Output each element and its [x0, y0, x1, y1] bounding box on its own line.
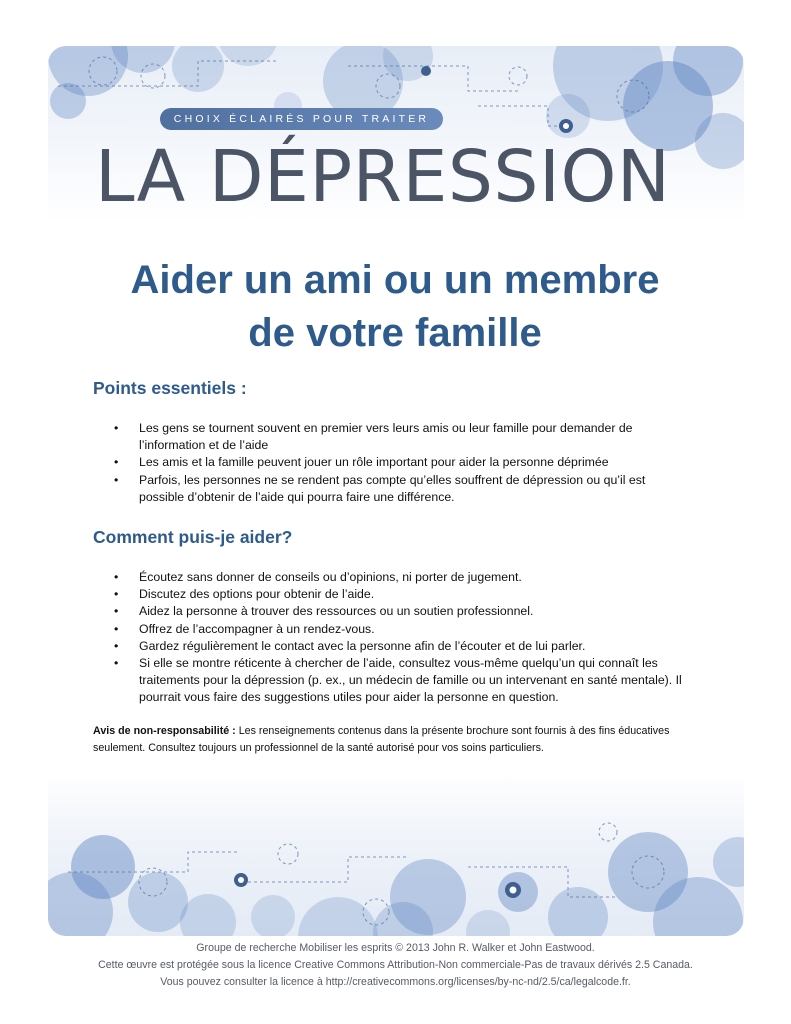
page-title-line: Aider un ami ou un membre	[130, 258, 660, 302]
list-item: • Les amis et la famille peuvent jouer un rôle important pour aider la personne déprimée	[114, 454, 690, 471]
disclaimer-text: Les renseignements contenus dans la présente brochure sont fournis à des fins éducatives seulement. Consultez toujours un professionnel de la santé autorisé pour vos soins particuliers.	[93, 725, 670, 754]
list-item: • Aidez la personne à trouver des ressources ou un soutien professionnel.	[114, 603, 690, 620]
bullet-list-points-essentiels	[114, 420, 690, 506]
brand-title: LA DÉPRESSION	[95, 135, 671, 218]
disclaimer	[93, 723, 693, 757]
list-item: • Parfois, les personnes ne se rendent pas compte qu’elles souffrent de dépression ou qu’il est possible d’obtenir de l’aide qui pourra faire une différence.	[114, 472, 690, 506]
disclaimer-label: Avis de non-responsabilité :	[93, 725, 236, 737]
list-item: • Les gens se tournent souvent en premier vers leurs amis ou leur famille pour demander de l’information et de l’aide	[114, 420, 690, 454]
header-banner	[48, 46, 744, 222]
credits-line: Groupe de recherche Mobiliser les esprits © 2013 John R. Walker et John Eastwood.	[196, 942, 595, 954]
section-heading-comment-aider: Comment puis-je aider?	[93, 527, 293, 547]
bullet-list-comment-aider	[114, 569, 690, 707]
bubble-decoration-bottom	[48, 772, 744, 936]
credits-line: Cette œuvre est protégée sous la licence Creative Commons Attribution-Non commerciale-Pas de travaux dérivés 2.5 Canada.	[98, 959, 693, 971]
page-title	[60, 254, 730, 360]
list-item: • Écoutez sans donner de conseils ou d’opinions, ni porter de jugement.	[114, 569, 690, 586]
section-heading-points-essentiels: Points essentiels :	[93, 378, 247, 398]
list-item: • Si elle se montre réticente à chercher de l’aide, consultez vous-même quelqu’un qui connaît les traitements pour la dépression (p. ex., un médecin de famille ou un intervenant en santé mentale). Il pourrait vous faire des suggestions utiles pour aider la personne en question.	[114, 655, 690, 707]
tagline: CHOIX ÉCLAIRÉS POUR TRAITER	[160, 108, 443, 130]
footer-credits	[60, 940, 731, 991]
list-item: • Gardez régulièrement le contact avec la personne afin de l’écouter et de lui parler.	[114, 638, 690, 655]
list-item: • Offrez de l’accompagner à un rendez-vous.	[114, 621, 690, 638]
footer-banner	[48, 772, 744, 936]
credits-line: Vous pouvez consulter la licence à http://creativecommons.org/licenses/by-nc-nd/2.5/ca/legalcode.fr.	[160, 976, 631, 988]
page-title-line: de votre famille	[248, 311, 542, 355]
list-item: • Discutez des options pour obtenir de l’aide.	[114, 586, 690, 603]
